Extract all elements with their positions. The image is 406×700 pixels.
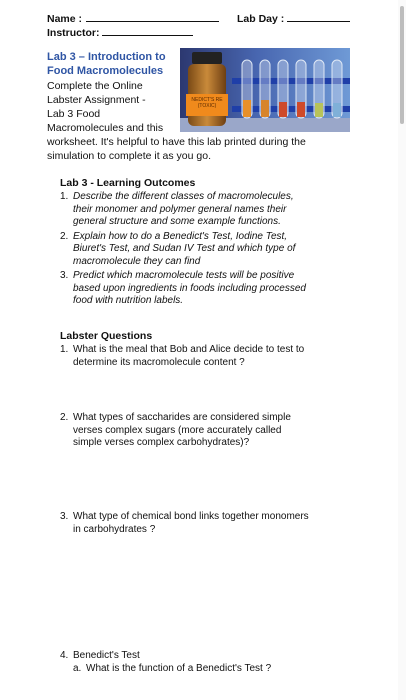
question-2 — [60, 412, 373, 450]
bottle-label — [187, 97, 227, 109]
outcomes-list — [60, 191, 360, 310]
intro-line-2: Labster Assignment - — [47, 94, 146, 106]
question-4a-label: a. — [73, 662, 82, 674]
outcome-item-2 — [60, 231, 360, 269]
intro-text — [47, 79, 163, 135]
instructor-field[interactable] — [47, 27, 193, 39]
intro-line-4: Macromolecules and this — [47, 122, 164, 134]
intro-text-full-width — [47, 135, 367, 163]
lab-photo — [180, 48, 350, 132]
name-field[interactable] — [47, 13, 219, 25]
question-2-line-1: What types of saccharides are considered simple — [73, 412, 291, 423]
intro-line-1: Complete the Online — [47, 80, 143, 92]
question-3-line-1: What type of chemical bond links together monomers — [73, 511, 309, 522]
scrollbar-track[interactable] — [398, 0, 406, 700]
intro-line-3: Lab 3 Food — [47, 108, 101, 120]
outcome-1-line-1: Describe the different classes of macromolecules, — [73, 191, 294, 202]
outcome-3-line-2: based upon ingredients in foods including processed — [73, 282, 306, 294]
outcome-1-line-2: their monomer and polymer general names their — [73, 203, 287, 215]
question-3-num: 3. — [60, 511, 69, 522]
scrollbar-thumb[interactable] — [400, 6, 404, 124]
name-blank[interactable] — [86, 20, 219, 22]
question-3-line-2: in carbohydrates ? — [73, 523, 156, 535]
outcome-2-line-3: macromolecule they can find — [73, 255, 201, 267]
instructor-label: Instructor: — [47, 27, 100, 39]
bottle-label-line-2: (TOXIC) — [197, 103, 217, 109]
question-1-num: 1. — [60, 344, 69, 355]
lab-day-field[interactable] — [237, 13, 350, 25]
instructor-blank[interactable] — [102, 34, 193, 36]
outcome-num-3: 3. — [60, 270, 69, 281]
lab-day-label: Lab Day : — [237, 13, 285, 25]
lab-day-blank[interactable] — [287, 20, 350, 22]
bottle-label-line-1: NEDICT'S RE — [191, 97, 223, 103]
question-1-line-2: determine its macromolecule content ? — [73, 356, 245, 368]
question-2-num: 2. — [60, 412, 69, 423]
outcomes-title: Lab 3 - Learning Outcomes — [60, 177, 196, 189]
questions-title: Labster Questions — [60, 330, 153, 342]
question-1 — [60, 344, 373, 369]
outcome-2-line-2: Biuret's Test, and Sudan IV Test and which type of — [73, 243, 296, 254]
outcome-2-line-1: Explain how to do a Benedict's Test, Iodine Test, — [73, 230, 288, 242]
outcome-1-line-3: general structure and some example functions. — [73, 216, 281, 227]
question-1-line-1: What is the meal that Bob and Alice decide to test to — [73, 344, 305, 355]
outcome-3-line-1: Predict which macromolecule tests will be positive — [73, 270, 295, 281]
outcome-item-3 — [60, 270, 360, 308]
name-label: Name : — [47, 13, 83, 25]
lab-title-line-1: Lab 3 – Introduction to — [47, 51, 166, 63]
question-4-num: 4. — [60, 650, 69, 661]
question-4a-text: What is the function of a Benedict's Test ? — [86, 662, 272, 674]
intro-line-5: worksheet. It's helpful to have this lab printed during the — [47, 136, 306, 148]
intro-line-6: simulation to complete it as you go. — [47, 150, 212, 162]
lab-title-line-2: Food Macromolecules — [47, 65, 164, 77]
outcome-3-line-3: food with nutrition labels. — [73, 295, 184, 306]
outcome-item-1 — [60, 191, 360, 229]
outcome-num-1: 1. — [60, 191, 69, 202]
question-4-line-1: Benedict's Test — [73, 650, 140, 661]
question-3 — [60, 511, 373, 536]
question-2-line-2: verses complex sugars (more accurately called — [73, 424, 282, 436]
question-2-line-3: simple verses complex carbohydrates)? — [73, 437, 250, 448]
question-4 — [60, 650, 373, 675]
outcome-num-2: 2. — [60, 230, 69, 242]
lab-title — [47, 50, 166, 78]
question-4a — [73, 663, 373, 676]
lab-photo-illustration — [180, 48, 350, 132]
